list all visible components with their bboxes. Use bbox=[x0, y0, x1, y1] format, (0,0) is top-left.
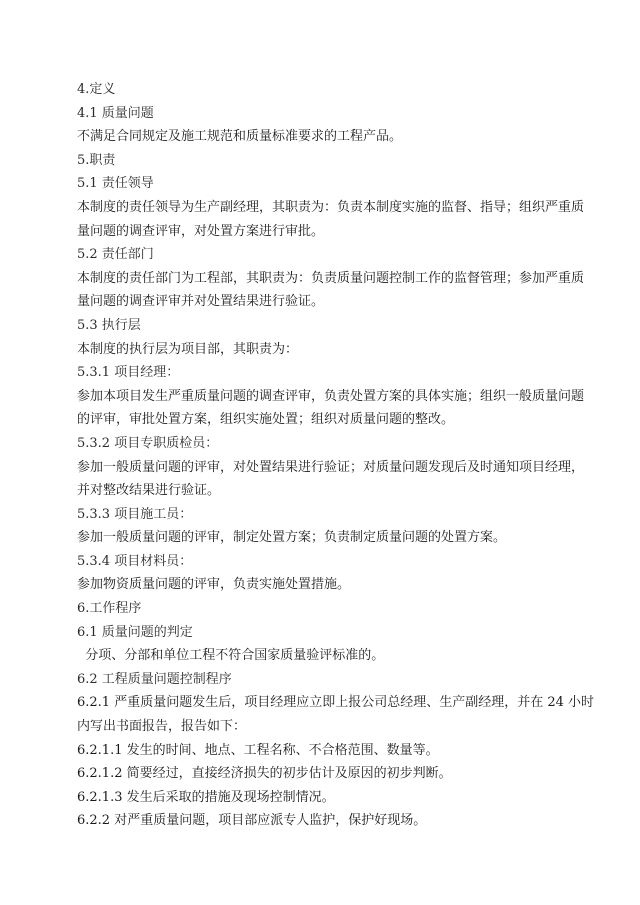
section-heading: 5.2 责任部门 bbox=[77, 247, 154, 263]
section-heading: 6.工作程序 bbox=[77, 601, 142, 617]
section-heading: 6.1 质量问题的判定 bbox=[77, 624, 193, 640]
section-heading: 4.定义 bbox=[77, 82, 116, 97]
paragraph-line: 本制度的责任部门为工程部，其职责为：负责质量问题控制工作的监督管理；参加严重质 bbox=[77, 270, 585, 286]
paragraph-line: 参加物资质量问题的评审，负责实施处置措施。 bbox=[77, 577, 351, 593]
section-heading: 4.1 质量问题 bbox=[77, 105, 154, 121]
paragraph-line: 6.2.1.1 发生的时间、地点、工程名称、不合格范围、数量等。 bbox=[77, 742, 439, 758]
section-heading: 5.职责 bbox=[77, 152, 116, 168]
paragraph-line: 本制度的责任领导为生产副经理，其职责为：负责本制度实施的监督、指导；组织严重质 bbox=[77, 199, 585, 215]
paragraph-line: 6.2.1 严重质量问题发生后，项目经理应立即上报公司总经理、生产副经理，并在 24 小时 bbox=[77, 695, 595, 711]
paragraph-line: 本制度的执行层为项目部，其职责为： bbox=[77, 341, 299, 357]
section-heading: 5.3.3 项目施工员： bbox=[77, 506, 193, 522]
paragraph-line: 6.2.2 对严重质量问题，项目部应派专人监护，保护好现场。 bbox=[77, 813, 427, 829]
paragraph-line: 分项、分部和单位工程不符合国家质量验评标准的。 bbox=[77, 648, 385, 664]
section-heading: 5.3.1 项目经理： bbox=[77, 365, 180, 381]
paragraph-line: 并对整改结果进行验证。 bbox=[77, 483, 221, 499]
section-heading: 5.3.4 项目材料员： bbox=[77, 553, 193, 569]
section-heading: 6.2 工程质量问题控制程序 bbox=[77, 671, 232, 687]
section-heading: 5.1 责任领导 bbox=[77, 176, 154, 192]
paragraph-line: 内写出书面报告，报告如下： bbox=[77, 719, 247, 735]
document-body bbox=[77, 78, 597, 833]
paragraph-line: 的评审，审批处置方案，组织实施处置；组织对质量问题的整改。 bbox=[77, 412, 455, 428]
section-heading: 5.3.2 项目专职质检员： bbox=[77, 435, 219, 451]
paragraph-line: 量问题的调查评审，对处置方案进行审批。 bbox=[77, 223, 325, 239]
paragraph-line: 参加一般质量问题的评审，制定处置方案；负责制定质量问题的处置方案。 bbox=[77, 530, 507, 546]
paragraph-line: 参加一般质量问题的评审，对处置结果进行验证；对质量问题发现后及时通知项目经理， bbox=[77, 459, 585, 475]
paragraph-line: 不满足合同规定及施工规范和质量标准要求的工程产品。 bbox=[77, 129, 403, 145]
paragraph-line: 量问题的调查评审并对处置结果进行验证。 bbox=[77, 294, 325, 310]
paragraph-line: 6.2.1.2 简要经过，直接经济损失的初步估计及原因的初步判断。 bbox=[77, 766, 452, 782]
paragraph-line: 参加本项目发生严重质量问题的调查评审，负责处置方案的具体实施；组织一般质量问题 bbox=[77, 388, 585, 404]
paragraph-line: 6.2.1.3 发生后采取的措施及现场控制情况。 bbox=[77, 789, 335, 805]
section-heading: 5.3 执行层 bbox=[77, 317, 141, 333]
